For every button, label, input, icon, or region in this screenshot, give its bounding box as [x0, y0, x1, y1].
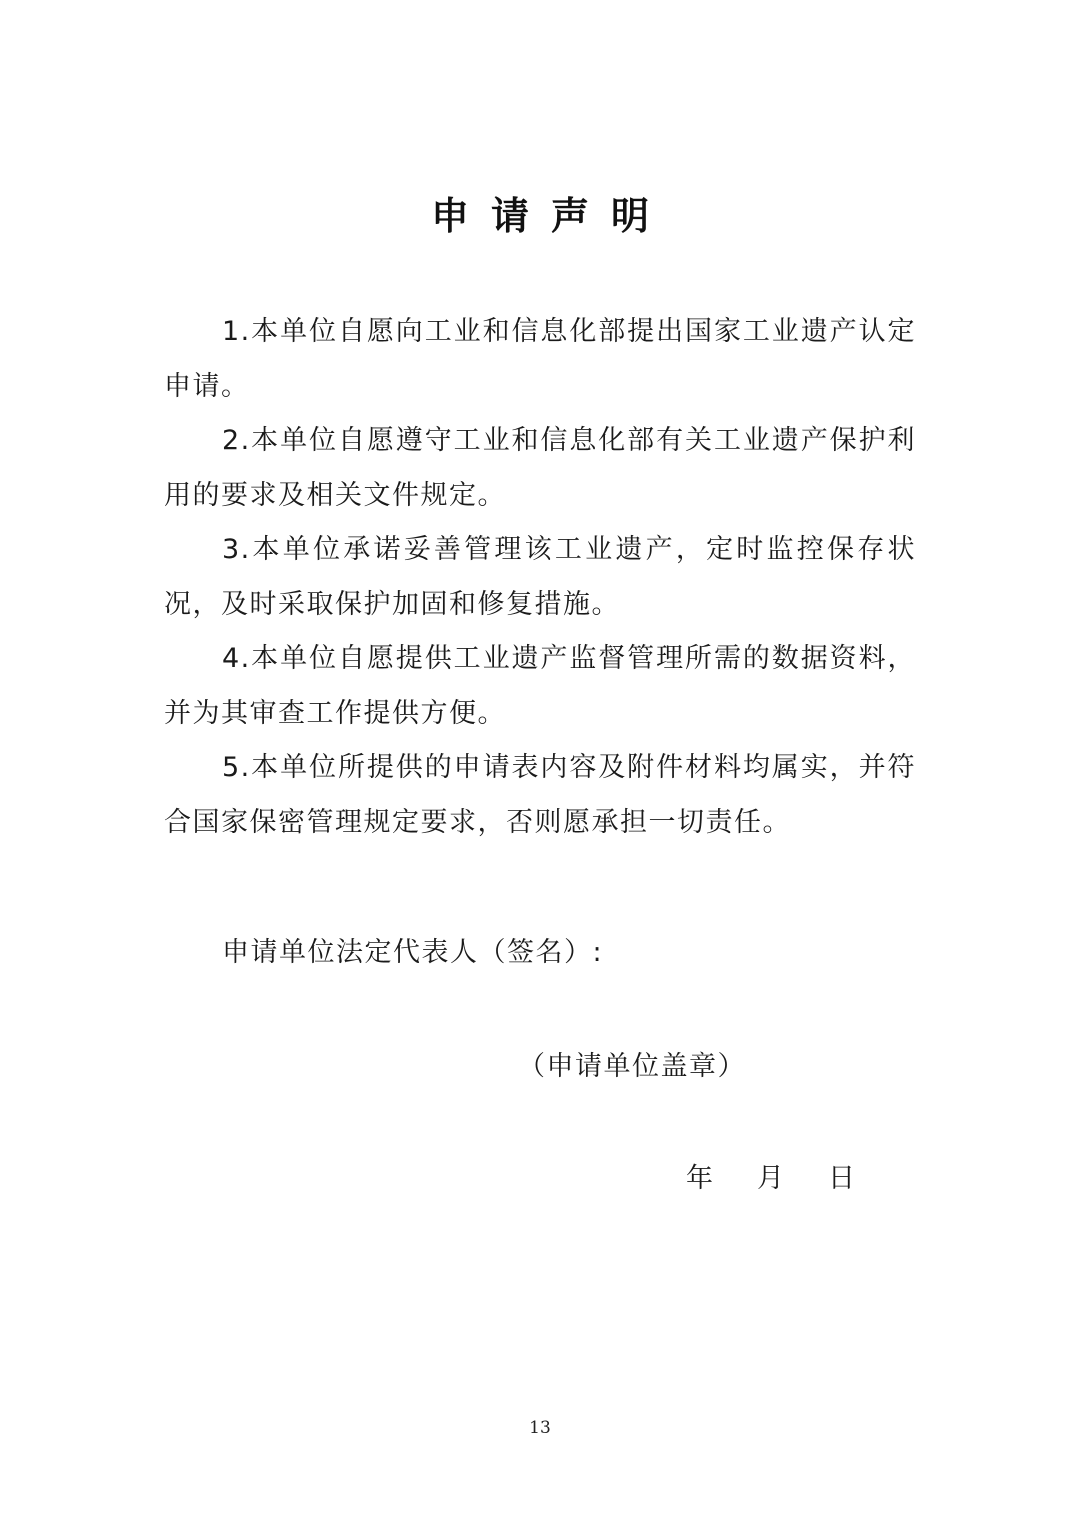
seal-label: （申请单位盖章）: [518, 1051, 746, 1082]
date-spacer: [713, 1152, 757, 1206]
declaration-item-4: 4.本单位自愿提供工业遗产监督管理所需的数据资料，并为其审查工作提供方便。: [164, 643, 916, 729]
page-title: 申请声明: [430, 194, 671, 238]
declaration-item-2: 2.本单位自愿遵守工业和信息化部有关工业遗产保护利用的要求及相关文件规定。: [164, 425, 916, 511]
declaration-body: [164, 305, 916, 850]
signature-label: 申请单位法定代表人（签名）:: [222, 937, 604, 968]
page-number: 13: [529, 1418, 551, 1438]
declaration-item-3: 3.本单位承诺妥善管理该工业遗产，定时监控保存状况，及时采取保护加固和修复措施。: [164, 534, 916, 620]
date-month-label: 月: [757, 1163, 784, 1194]
date-year-label: 年: [686, 1163, 713, 1194]
declaration-item-1: 1.本单位自愿向工业和信息化部提出国家工业遗产认定申请。: [164, 316, 916, 402]
date-spacer: [784, 1152, 828, 1206]
date-line: [686, 1152, 855, 1206]
declaration-item-5: 5.本单位所提供的申请表内容及附件材料均属实，并符合国家保密管理规定要求，否则愿承担一切责任。: [164, 752, 916, 838]
date-day-label: 日: [828, 1163, 855, 1194]
